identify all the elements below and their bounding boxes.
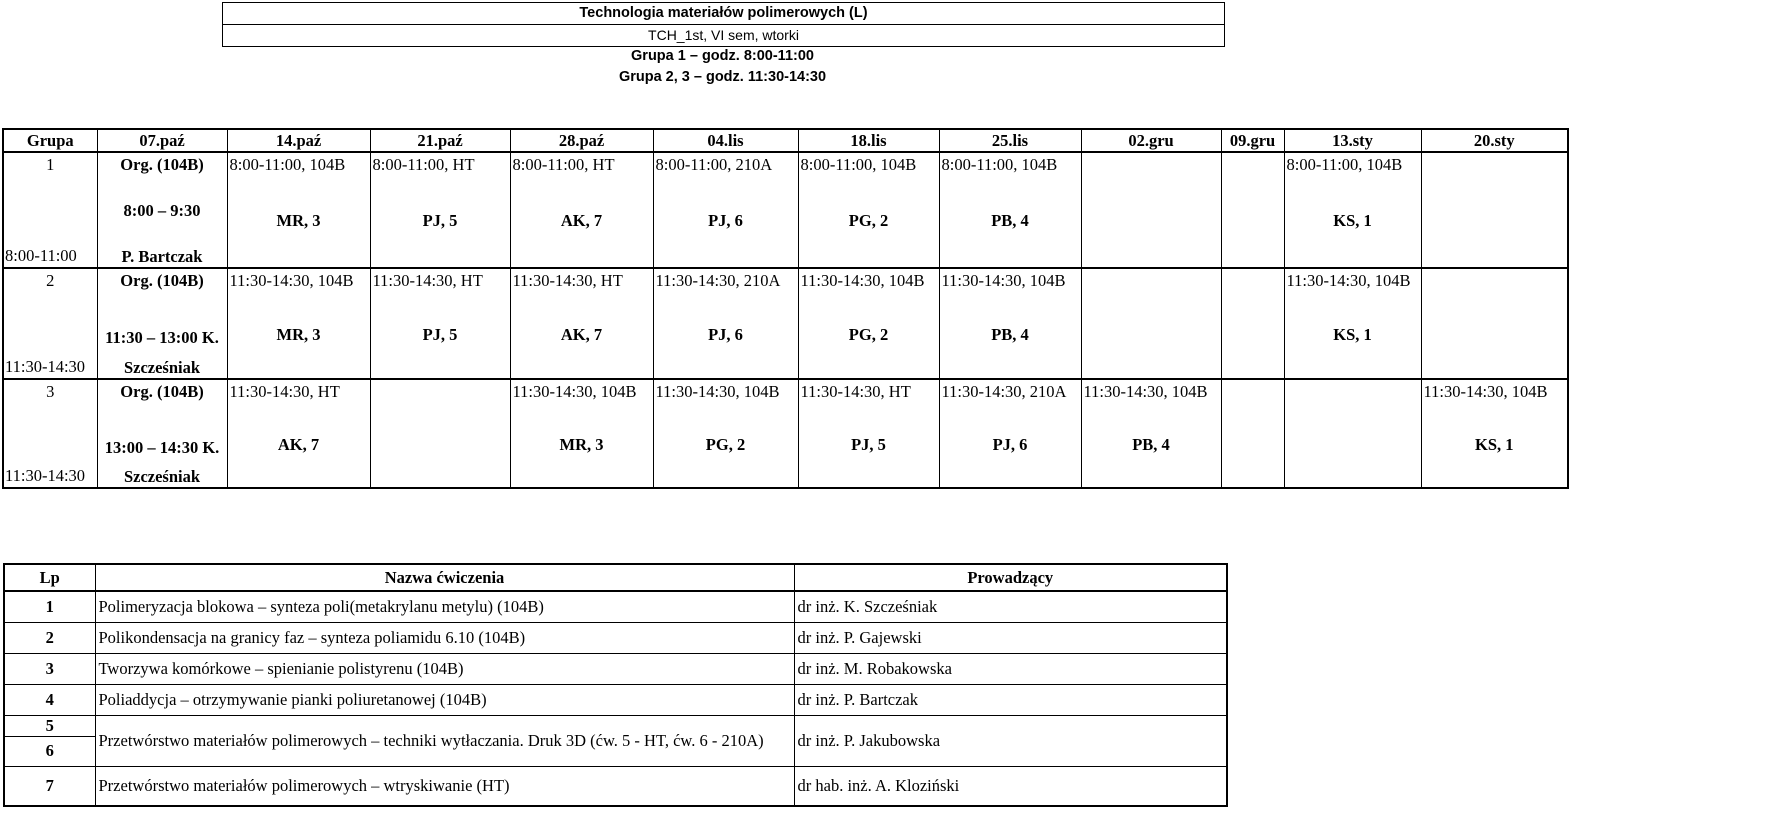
exercise-col-header: Nazwa ćwiczenia: [95, 564, 794, 591]
schedule-cell: [1221, 152, 1284, 268]
exercise-lecturer: dr inż. K. Szcześniak: [794, 591, 1227, 622]
org-cell-line: 11:30 – 13:00 K.: [105, 328, 219, 348]
session-code: AK, 7: [277, 434, 320, 454]
schedule-cell-wrap: [371, 269, 510, 378]
group-cell-wrap: [4, 380, 97, 487]
schedule-table: [2, 128, 1569, 489]
schedule-cell-wrap: [1082, 153, 1221, 267]
org-cell-line: [98, 299, 227, 319]
session-time-room: 11:30-14:30, 104B: [941, 271, 1066, 290]
schedule-row: [3, 152, 1568, 268]
session-code: MR, 3: [276, 211, 321, 230]
org-cell-line: Szcześniak: [123, 357, 201, 377]
schedule-cell: [1284, 268, 1421, 379]
session-time-room: 11:30-14:30, 104B: [229, 271, 354, 290]
org-cell-wrap: [98, 153, 227, 267]
course-subtitle: TCH_1st, VI sem, wtorki: [648, 27, 799, 43]
schedule-cell-wrap: [1422, 153, 1568, 267]
schedule-cell: [1081, 379, 1221, 488]
group-number: 3: [46, 382, 55, 401]
exercise-lecturer: dr inż. M. Robakowska: [794, 653, 1227, 684]
group-number: 2: [46, 271, 55, 290]
group-time-notes: [222, 46, 1223, 88]
org-cell-wrap: [98, 380, 227, 487]
schedule-cell: [227, 152, 370, 268]
exercise-table: [3, 563, 1228, 807]
schedule-cell: [510, 268, 653, 379]
schedule-cell-wrap: [1285, 153, 1421, 267]
schedule-body: [3, 152, 1568, 488]
session-time-room: 8:00-11:00, 104B: [1286, 155, 1403, 174]
session-code: PB, 4: [1132, 434, 1170, 454]
session-code: MR, 3: [559, 434, 604, 454]
session-code: PG, 2: [848, 211, 889, 230]
group-time-note-2: Grupa 2, 3 – godz. 11:30-14:30: [618, 69, 827, 85]
schedule-cell-wrap: [228, 380, 370, 487]
org-cell: [97, 379, 227, 488]
schedule-cell-wrap: [940, 269, 1081, 378]
schedule-cell-wrap: [1222, 380, 1284, 487]
exercise-name: Poliaddycja – otrzymywanie pianki poliuretanowej (104B): [95, 684, 794, 715]
session-code: KS, 1: [1474, 434, 1514, 454]
session-code: PJ, 5: [422, 211, 458, 230]
org-cell-wrap: [98, 269, 227, 378]
schedule-cell: [653, 268, 798, 379]
schedule-cell-wrap: [799, 380, 939, 487]
schedule-cell: [798, 152, 939, 268]
session-code: PB, 4: [991, 324, 1029, 344]
session-time-room: 8:00-11:00, 104B: [941, 155, 1058, 174]
schedule-cell: [1081, 268, 1221, 379]
session-code: AK, 7: [560, 324, 603, 344]
schedule-col-header: 25.lis: [939, 129, 1081, 152]
exercise-col-header: Lp: [4, 564, 95, 591]
exercise-name: Tworzywa komórkowe – spienianie polistyrenu (104B): [95, 653, 794, 684]
schedule-cell-wrap: [511, 380, 653, 487]
schedule-cell: [1284, 152, 1421, 268]
org-cell: [97, 152, 227, 268]
exercise-number: 6: [4, 736, 95, 766]
session-time-room: 11:30-14:30, 210A: [655, 271, 781, 290]
session-code: PJ, 6: [708, 324, 743, 344]
exercise-lecturer: dr hab. inż. A. Kloziński: [794, 766, 1227, 806]
session-time-room: 11:30-14:30, HT: [229, 382, 340, 401]
schedule-col-header: 18.lis: [798, 129, 939, 152]
exercise-row: [4, 766, 1227, 806]
schedule-cell-wrap: [228, 153, 370, 267]
exercise-row: [4, 653, 1227, 684]
schedule-row: [3, 379, 1568, 488]
org-cell-line: P. Bartczak: [121, 247, 203, 266]
schedule-col-header: 07.paź: [97, 129, 227, 152]
group-time: 11:30-14:30: [5, 357, 86, 376]
schedule-cell: [798, 268, 939, 379]
exercise-body: [4, 591, 1227, 806]
schedule-cell-wrap: [940, 380, 1081, 487]
group-cell: [3, 379, 97, 488]
schedule-col-header: Grupa: [3, 129, 97, 152]
schedule-cell-wrap: [799, 269, 939, 378]
schedule-cell: [1421, 152, 1568, 268]
exercise-row: [4, 684, 1227, 715]
exercise-name: Przetwórstwo materiałów polimerowych – techniki wytłaczania. Druk 3D (ćw. 5 - HT, ćw. 6 - 210A): [95, 715, 794, 766]
exercise-number: 1: [4, 591, 95, 622]
schedule-cell: [1221, 268, 1284, 379]
schedule-cell-wrap: [799, 153, 939, 267]
schedule-cell: [370, 152, 510, 268]
exercise-lecturer: dr inż. P. Jakubowska: [794, 715, 1227, 766]
exercise-row: [4, 715, 1227, 736]
org-cell-line: Szcześniak: [123, 467, 201, 486]
schedule-cell-wrap: [1222, 269, 1284, 378]
session-time-room: 11:30-14:30, 104B: [1083, 382, 1208, 401]
session-time-room: 11:30-14:30, HT: [372, 271, 483, 290]
session-code: AK, 7: [560, 211, 603, 230]
schedule-header-row: [3, 129, 1568, 152]
exercise-name: Przetwórstwo materiałów polimerowych – wtryskiwanie (HT): [95, 766, 794, 806]
schedule-cell-wrap: [1285, 380, 1421, 487]
session-time-room: 11:30-14:30, 104B: [512, 382, 637, 401]
schedule-col-header: 21.paź: [370, 129, 510, 152]
exercise-number: 4: [4, 684, 95, 715]
session-code: PB, 4: [991, 211, 1029, 230]
schedule-row: [3, 268, 1568, 379]
schedule-cell: [939, 268, 1081, 379]
schedule-cell: [653, 152, 798, 268]
schedule-cell: [939, 152, 1081, 268]
schedule-cell-wrap: [1422, 380, 1568, 487]
exercise-number: 7: [4, 766, 95, 806]
group-cell: [3, 268, 97, 379]
exercise-col-header: Prowadzący: [794, 564, 1227, 591]
schedule-col-header: 09.gru: [1221, 129, 1284, 152]
schedule-cell: [1221, 379, 1284, 488]
schedule-col-header: 02.gru: [1081, 129, 1221, 152]
schedule-cell-wrap: [1082, 380, 1221, 487]
group-number: 1: [46, 155, 55, 174]
session-time-room: 8:00-11:00, 104B: [229, 155, 346, 174]
schedule-cell-wrap: [654, 269, 798, 378]
course-header-box: [222, 2, 1225, 47]
session-code: KS, 1: [1333, 211, 1372, 230]
schedule-cell: [227, 379, 370, 488]
session-code: PJ, 5: [851, 434, 886, 454]
session-time-room: 11:30-14:30, 104B: [800, 271, 925, 290]
schedule-cell: [939, 379, 1081, 488]
schedule-cell-wrap: [654, 153, 798, 267]
schedule-col-header: 28.paź: [510, 129, 653, 152]
session-code: KS, 1: [1333, 324, 1372, 344]
schedule-cell-wrap: [654, 380, 798, 487]
schedule-cell-wrap: [1285, 269, 1421, 378]
schedule-cell: [1421, 268, 1568, 379]
schedule-cell: [370, 268, 510, 379]
schedule-cell-wrap: [511, 269, 653, 378]
schedule-col-header: 20.sty: [1421, 129, 1568, 152]
schedule-cell-wrap: [1082, 269, 1221, 378]
course-title: Technologia materiałów polimerowych (L): [223, 3, 1224, 25]
exercise-name: Polimeryzacja blokowa – synteza poli(metakrylanu metylu) (104B): [95, 591, 794, 622]
group-time-note-1: Grupa 1 – godz. 8:00-11:00: [631, 48, 814, 64]
org-cell: [97, 268, 227, 379]
schedule-cell: [1421, 379, 1568, 488]
session-code: MR, 3: [276, 324, 321, 344]
session-code: PG, 2: [848, 324, 889, 344]
schedule-cell-wrap: [371, 380, 510, 487]
schedule-cell-wrap: [1422, 269, 1568, 378]
org-cell-line: [98, 409, 227, 429]
schedule-cell: [510, 152, 653, 268]
session-time-room: 8:00-11:00, HT: [512, 155, 615, 174]
schedule-cell: [1284, 379, 1421, 488]
session-time-room: 11:30-14:30, HT: [800, 382, 911, 401]
schedule-col-header: 14.paź: [227, 129, 370, 152]
session-time-room: 11:30-14:30, HT: [512, 271, 623, 290]
org-cell-line: 8:00 – 9:30: [123, 201, 201, 220]
session-code: PJ, 6: [992, 434, 1028, 454]
group-cell-wrap: [4, 153, 97, 267]
exercise-number: 3: [4, 653, 95, 684]
session-code: PJ, 6: [708, 211, 743, 230]
session-time-room: 8:00-11:00, HT: [372, 155, 475, 174]
group-time: 11:30-14:30: [5, 466, 86, 485]
exercise-header-row: [4, 564, 1227, 591]
exercise-lecturer: dr inż. P. Gajewski: [794, 622, 1227, 653]
schedule-cell-wrap: [228, 269, 370, 378]
schedule-col-header: 13.sty: [1284, 129, 1421, 152]
exercise-row: [4, 622, 1227, 653]
org-cell-line: Org. (104B): [120, 155, 204, 174]
schedule-cell: [370, 379, 510, 488]
session-time-room: 11:30-14:30, 210A: [941, 382, 1067, 401]
session-time-room: 8:00-11:00, 210A: [655, 155, 773, 174]
session-time-room: 11:30-14:30, 104B: [1423, 382, 1548, 401]
org-cell-line: 13:00 – 14:30 K.: [104, 438, 220, 457]
schedule-cell-wrap: [1222, 153, 1284, 267]
exercise-number: 2: [4, 622, 95, 653]
schedule-cell: [1081, 152, 1221, 268]
session-code: PG, 2: [705, 434, 746, 454]
session-time-room: 8:00-11:00, 104B: [800, 155, 917, 174]
exercise-lecturer: dr inż. P. Bartczak: [794, 684, 1227, 715]
org-cell-line: Org. (104B): [120, 382, 204, 401]
schedule-cell: [510, 379, 653, 488]
schedule-col-header: 04.lis: [653, 129, 798, 152]
session-time-room: 11:30-14:30, 104B: [1286, 271, 1411, 290]
schedule-cell-wrap: [511, 153, 653, 267]
schedule-cell: [653, 379, 798, 488]
schedule-cell: [227, 268, 370, 379]
group-time: 8:00-11:00: [5, 246, 77, 265]
schedule-cell-wrap: [940, 153, 1081, 267]
exercise-name: Polikondensacja na granicy faz – synteza poliamidu 6.10 (104B): [95, 622, 794, 653]
schedule-cell: [798, 379, 939, 488]
exercise-row: [4, 591, 1227, 622]
schedule-cell-wrap: [371, 153, 510, 267]
exercise-number: 5: [4, 715, 95, 736]
group-cell-wrap: [4, 269, 97, 378]
org-cell-line: Org. (104B): [120, 271, 204, 290]
session-time-room: 11:30-14:30, 104B: [655, 382, 780, 401]
group-cell: [3, 152, 97, 268]
session-code: PJ, 5: [422, 324, 458, 344]
